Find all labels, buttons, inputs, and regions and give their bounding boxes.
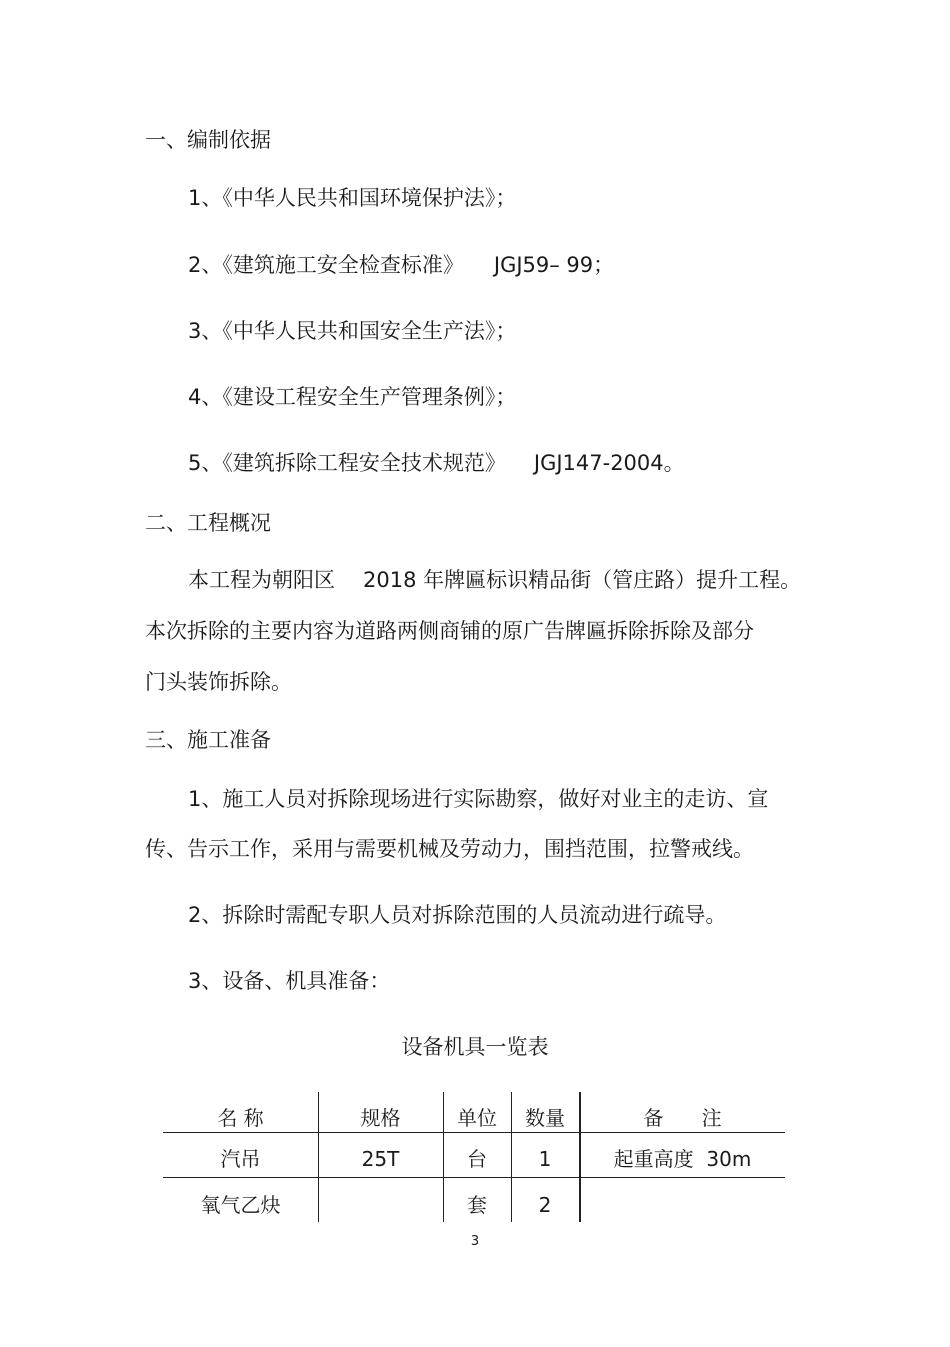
item-number: 1、 [188, 186, 223, 210]
overview-paragraph-line-3: 门头装饰拆除。 [145, 670, 292, 694]
table-cell-unit: 套 [467, 1193, 487, 1217]
table-header-quantity: 数量 [525, 1106, 565, 1130]
reference-item-5 [188, 450, 685, 476]
table-cell-quantity: 2 [538, 1193, 552, 1217]
preparation-item-3: 3、设备、机具准备： [188, 969, 391, 993]
item-code: JGJ59– 99； [493, 253, 615, 277]
overview-text: 本工程为朝阳区 [188, 568, 335, 592]
table-cell-unit: 台 [467, 1147, 487, 1171]
reference-item-3 [188, 318, 516, 344]
table-cell-name: 氧气乙炔 [200, 1193, 281, 1217]
table-cell-quantity: 1 [538, 1147, 552, 1171]
preparation-item-1-line-1: 1、施工人员对拆除现场进行实际勘察，做好对业主的走访、宣 [188, 787, 769, 811]
section-2-heading: 二、工程概况 [145, 511, 271, 535]
section-1-heading: 一、编制依据 [145, 128, 271, 152]
item-text: 《中华人民共和国安全生产法》； [222, 319, 517, 343]
page-number: 3 [470, 1234, 480, 1249]
table-row-rule [163, 1177, 785, 1178]
table-header-spec: 规格 [360, 1106, 401, 1130]
item-text: 《建设工程安全生产管理条例》； [222, 385, 517, 409]
table-title: 设备机具一览表 [401, 1035, 549, 1059]
item-number: 2、 [188, 253, 223, 277]
table-header-name: 名 称 [217, 1106, 264, 1130]
overview-text: 2018 年牌匾标识精品街（管庄路）提升工程。 [363, 568, 802, 592]
table-cell-spec: 25T [361, 1147, 400, 1171]
table-header-rule [163, 1132, 785, 1133]
table-header-unit: 单位 [457, 1106, 497, 1130]
item-number: 3、 [188, 319, 223, 343]
preparation-item-2: 2、拆除时需配专职人员对拆除范围的人员流动进行疏导。 [188, 903, 727, 927]
section-3-heading: 三、施工准备 [145, 728, 271, 752]
item-text: 《中华人民共和国环境保护法》； [222, 186, 517, 210]
reference-item-4 [188, 384, 516, 410]
overview-paragraph-line-1 [188, 567, 801, 593]
reference-item-1 [188, 185, 516, 211]
table-header-remarks: 备 注 [643, 1106, 722, 1130]
table-cell-remarks: 起重高度 30m [613, 1147, 752, 1171]
item-number: 5、 [188, 451, 223, 475]
item-text: 《建筑拆除工程安全技术规范》 [222, 451, 506, 475]
item-number: 4、 [188, 385, 223, 409]
table-cell-name: 汽吊 [220, 1147, 261, 1171]
preparation-item-1-line-2: 传、告示工作，采用与需要机械及劳动力，围挡范围，拉警戒线。 [145, 837, 754, 861]
overview-paragraph-line-2: 本次拆除的主要内容为道路两侧商铺的原广告牌匾拆除拆除及部分 [145, 619, 754, 643]
item-code: JGJ147-2004。 [533, 451, 685, 475]
item-text: 《建筑施工安全检查标准》 [222, 253, 464, 277]
reference-item-2 [188, 252, 614, 278]
